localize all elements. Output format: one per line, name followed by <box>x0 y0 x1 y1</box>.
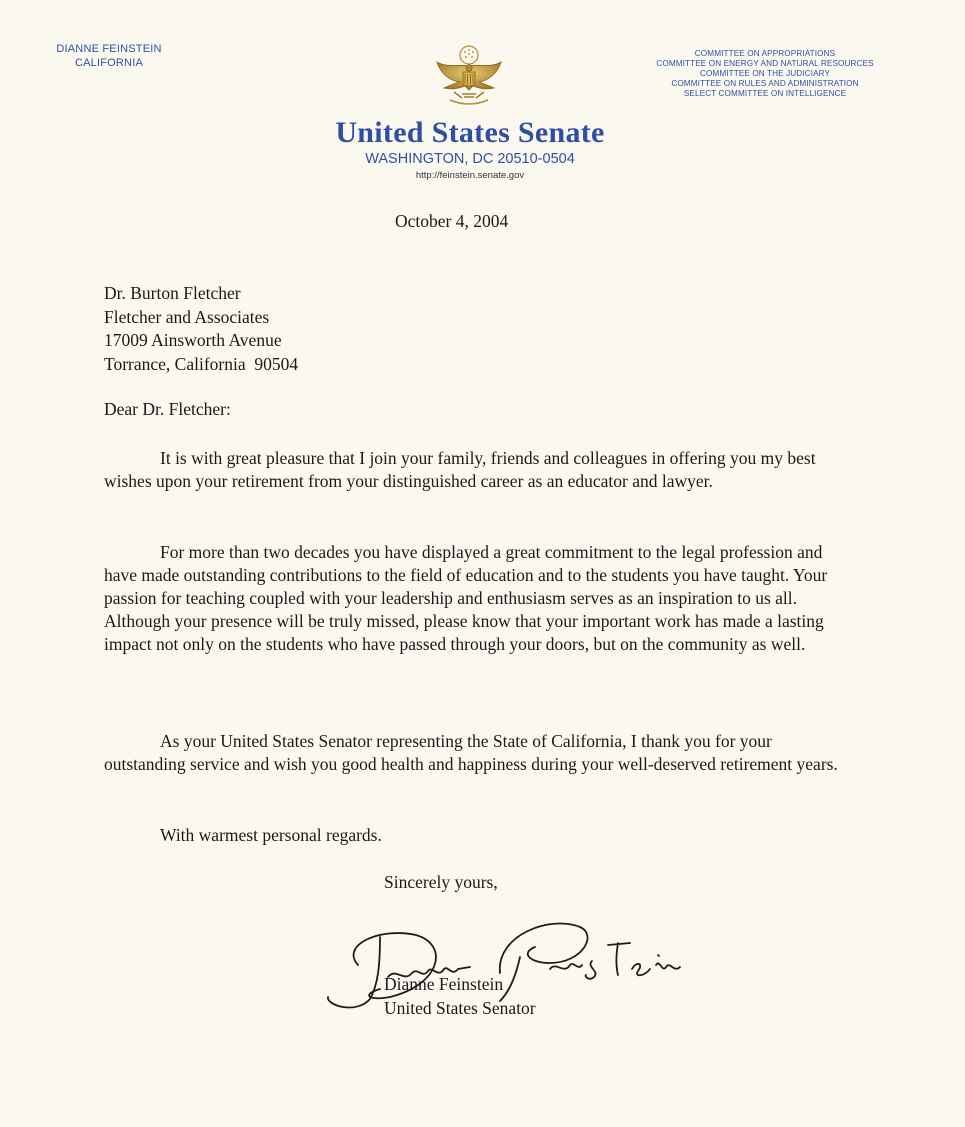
committee-item: COMMITTEE ON THE JUDICIARY <box>699 69 831 78</box>
letterhead-url: http://feinstein.senate.gov <box>415 170 525 181</box>
recipient-line: Fletcher and Associates <box>104 306 270 327</box>
letter-date: October 4, 2004 <box>395 211 509 231</box>
recipient-address <box>104 282 298 376</box>
committee-item: COMMITTEE ON APPROPRIATIONS <box>694 49 836 58</box>
salutation: Dear Dr. Fletcher: <box>104 399 231 419</box>
closing-regards: With warmest personal regards. <box>160 825 382 845</box>
committee-item: COMMITTEE ON RULES AND ADMINISTRATION <box>671 79 859 88</box>
letterhead-address: WASHINGTON, DC 20510-0504 <box>365 151 575 167</box>
paragraph-text: It is with great pleasure that I join your family, friends and colleagues in offering you my best wishes upon your retirement from your distinguished career as an educator and lawyer. <box>104 448 816 491</box>
committee-item: COMMITTEE ON ENERGY AND NATURAL RESOURCES <box>656 59 874 68</box>
paragraph-text: As your United States Senator representing the State of California, I thank you for your outstanding service and wish you good health and happiness during your well-deserved retirement years. <box>104 731 838 774</box>
committee-list <box>615 49 915 99</box>
sender-name: DIANNE FEINSTEIN <box>56 43 162 55</box>
committee-item: SELECT COMMITTEE ON INTELLIGENCE <box>683 89 847 98</box>
signer-title: United States Senator <box>384 998 536 1018</box>
sender-state: CALIFORNIA <box>74 57 143 69</box>
us-senate-eagle-seal-icon <box>432 42 506 116</box>
closing: Sincerely yours, <box>384 872 498 892</box>
recipient-line: 17009 Ainsworth Avenue <box>104 330 282 350</box>
paragraph-text: For more than two decades you have displayed a great commitment to the legal profession and have made outstanding contributions to the field of education and to the students you have taught. Your passion for teaching coupled with your leadership and enthusiasm serves as an inspiration to us all. Although your presence will be truly missed, please know that your important work has made a lasting impact not only on the students who have passed through your doors, but on the community as well. <box>104 542 828 654</box>
letterhead-title: United States Senate <box>335 116 605 149</box>
paragraph-1 <box>104 447 844 493</box>
recipient-line: Torrance, California 90504 <box>104 353 299 374</box>
paragraph-2 <box>104 541 844 656</box>
recipient-line: Dr. Burton Fletcher <box>104 283 241 303</box>
paragraph-3 <box>104 730 844 776</box>
signer-name: Dianne Feinstein <box>384 974 504 994</box>
sender-block <box>44 42 174 70</box>
